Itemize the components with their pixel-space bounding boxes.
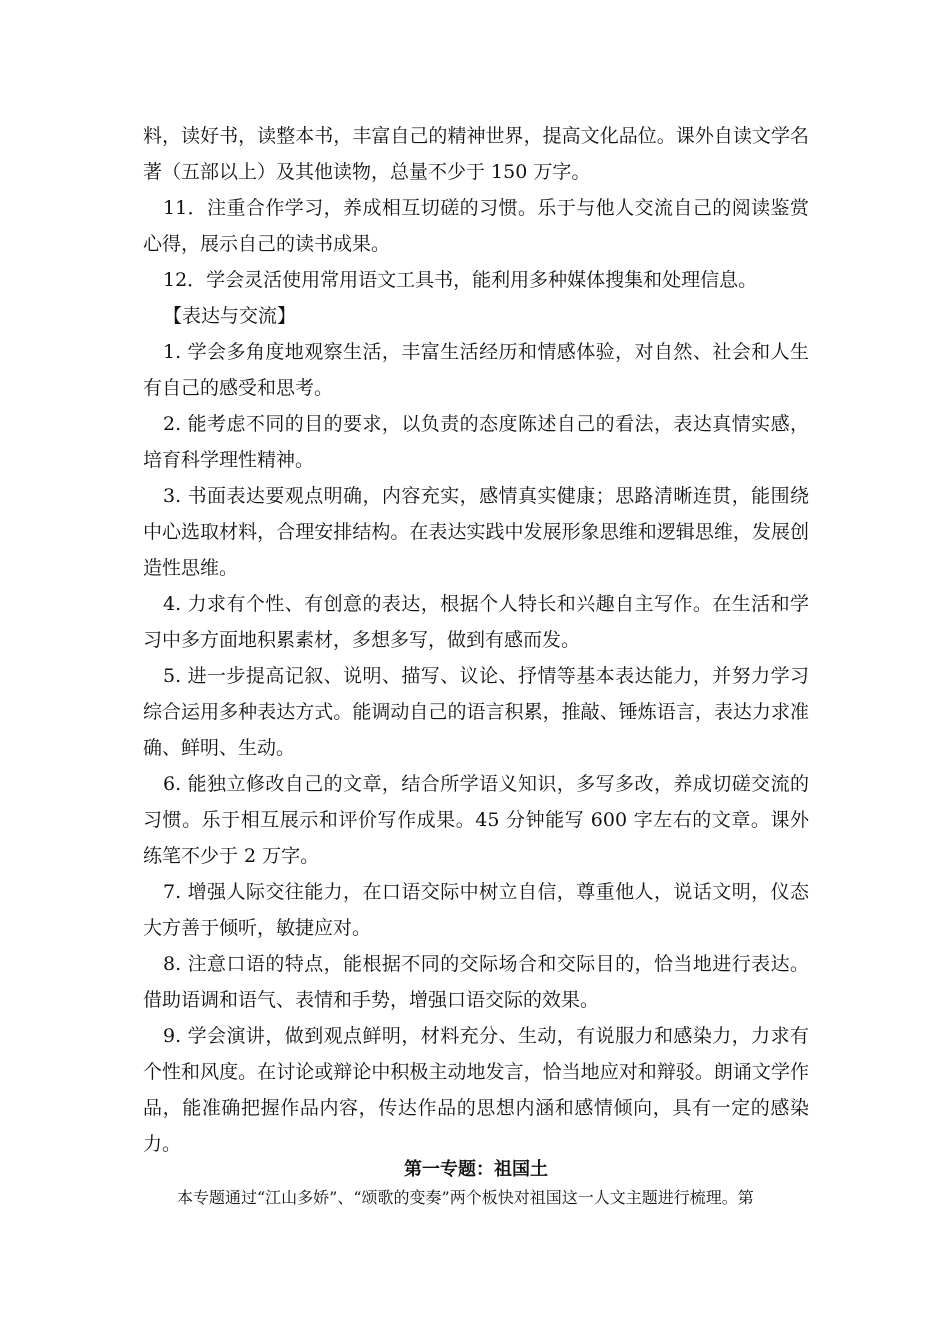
- document-body: [143, 118, 809, 1162]
- section-item-6: 6. 能独立修改自己的文章，结合所学语义知识，多写多改，养成切磋交流的习惯。乐于相互展示和评价写作成果。45 分钟能写 600 字左右的文章。课外练笔不少于 2 万字。: [143, 773, 809, 867]
- section-item-3: 3. 书面表达要观点明确，内容充实，感情真实健康；思路清晰连贯，能围绕中心选取材料，合理安排结构。在表达实践中发展形象思维和逻辑思维，发展创造性思维。: [143, 485, 809, 579]
- topic-title: 第一专题：祖国土: [404, 1159, 548, 1180]
- section-heading: 【表达与交流】: [163, 305, 297, 327]
- section-item-7: 7. 增强人际交往能力，在口语交际中树立自信，尊重他人，说话文明，仪态大方善于倾听，敏捷应对。: [143, 881, 809, 939]
- section-item-1: 1. 学会多角度地观察生活，丰富生活经历和情感体验，对自然、社会和人生有自己的感受和思考。: [143, 341, 809, 399]
- section-item-9: 9. 学会演讲，做到观点鲜明，材料充分、生动，有说服力和感染力，力求有个性和风度。在讨论或辩论中积极主动地发言，恰当地应对和辩驳。朗诵文学作品，能准确把握作品内容，传达作品的思想内涵和感情倾向，具有一定的感染力。: [143, 1025, 809, 1155]
- topic-intro: 本专题通过“江山多娇”、“颂歌的变奏”两个板快对祖国这一人文主题进行梳理。第: [177, 1188, 754, 1207]
- paragraph-continuation: 料，读好书，读整本书，丰富自己的精神世界，提高文化品位。课外自读文学名著（五部以上）及其他读物，总量不少于 150 万字。: [143, 125, 809, 183]
- section-item-8: 8. 注意口语的特点，能根据不同的交际场合和交际目的，恰当地进行表达。借助语调和语气、表情和手势，增强口语交际的效果。: [143, 953, 809, 1011]
- paragraph-item-11: 11．注重合作学习，养成相互切磋的习惯。乐于与他人交流自己的阅读鉴赏心得，展示自己的读书成果。: [143, 197, 809, 255]
- section-item-2: 2. 能考虑不同的目的要求，以负责的态度陈述自己的看法，表达真情实感，培育科学理性精神。: [143, 413, 809, 471]
- section-item-4: 4. 力求有个性、有创意的表达，根据个人特长和兴趣自主写作。在生活和学习中多方面地积累素材，多想多写，做到有感而发。: [143, 593, 809, 651]
- section-item-5: 5. 进一步提高记叙、说明、描写、议论、抒情等基本表达能力，并努力学习综合运用多种表达方式。能调动自己的语言积累，推敲、锤炼语言，表达力求准确、鲜明、生动。: [143, 665, 809, 759]
- paragraph-item-12: 12．学会灵活使用常用语文工具书，能利用多种媒体搜集和处理信息。: [163, 269, 758, 291]
